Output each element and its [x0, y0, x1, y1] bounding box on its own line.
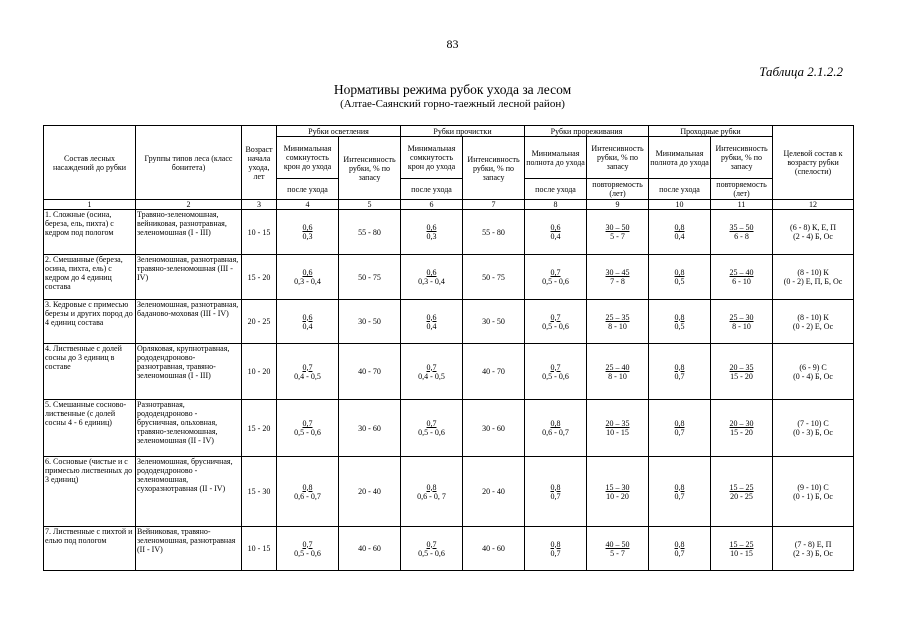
- numerator: 40 – 50: [605, 539, 630, 549]
- cell-age: 15 - 30: [242, 457, 277, 527]
- table-number: Таблица 2.1.2.2: [759, 64, 843, 79]
- col-number: 11: [711, 200, 773, 210]
- cell-intensity-proch: 55 - 80: [463, 210, 525, 255]
- cell-min-fullness-prored: [525, 255, 587, 300]
- cell-age: 10 - 15: [242, 210, 277, 255]
- numerator: 0,6: [426, 312, 437, 322]
- denominator: 0,3: [426, 232, 437, 241]
- numerator: 0,7: [302, 419, 313, 428]
- numerator: 0,7: [550, 362, 561, 372]
- cell-min-fullness-prohod: [649, 344, 711, 400]
- numerator: 0,8: [550, 482, 561, 492]
- cell-age: 15 - 20: [242, 255, 277, 300]
- denominator: 0,7: [550, 491, 561, 501]
- cell-forest-types: Зеленомошная, брусничная, рододендроново - зеленомошная, сухоразнотравная (II - IV): [136, 457, 242, 527]
- cell-min-crown-proch: [401, 400, 463, 457]
- cell-target: [773, 300, 854, 344]
- cell-composition: 7. Лиственные с пихтой и елью под пологом: [44, 527, 136, 571]
- denominator: 0,5: [674, 277, 685, 286]
- cell-min-fullness-prored: [525, 210, 587, 255]
- cell-forest-types: Зеленомошная, разнотравная, баданово-моховая (III - IV): [136, 300, 242, 344]
- numerator: 0,6: [426, 223, 437, 232]
- header-intensity: Интенсивность рубки, % по запасу: [463, 137, 525, 200]
- cell-intensity-proch: 50 - 75: [463, 255, 525, 300]
- header-intensity: Интенсивность рубки, % по запасу: [711, 137, 773, 179]
- target-line: (0 - 1) Б, Ос: [793, 491, 833, 501]
- cell-target: [773, 527, 854, 571]
- table-row: [44, 210, 854, 255]
- cell-min-crown-osv: [277, 210, 339, 255]
- denominator: 0,5 - 0,6: [542, 371, 569, 381]
- cell-min-crown-proch: [401, 255, 463, 300]
- numerator: 0,7: [550, 312, 561, 322]
- cell-min-crown-osv: [277, 457, 339, 527]
- denominator: 0,7: [674, 428, 685, 437]
- col-number: 12: [773, 200, 854, 210]
- table-row: [44, 400, 854, 457]
- numerator: 30 – 50: [605, 223, 630, 232]
- numerator: 0,6: [302, 312, 313, 322]
- denominator: 8 - 10: [608, 371, 627, 381]
- cell-intensity-prored: [587, 344, 649, 400]
- header-min-crown: Минимальная сомкнутость крон до ухода: [277, 137, 339, 179]
- cell-min-fullness-prored: [525, 300, 587, 344]
- numerator: 25 – 30: [729, 312, 754, 322]
- denominator: 0,3 - 0,4: [294, 277, 321, 286]
- cell-min-fullness-prored: [525, 527, 587, 571]
- numerator: 0,8: [674, 268, 685, 277]
- numerator: 20 – 35: [605, 419, 630, 428]
- target-line: (7 - 8) Е, П: [794, 539, 832, 549]
- cell-intensity-prohod: [711, 400, 773, 457]
- cell-min-fullness-prohod: [649, 255, 711, 300]
- cell-intensity-osv: 20 - 40: [339, 457, 401, 527]
- denominator: 8 - 10: [608, 321, 627, 331]
- denominator: 0,7: [550, 548, 561, 558]
- denominator: 6 - 10: [732, 277, 751, 286]
- target-line: (7 - 10) С: [797, 419, 829, 428]
- cell-min-fullness-prored: [525, 457, 587, 527]
- numerator: 25 – 40: [605, 362, 630, 372]
- table-row: [44, 255, 854, 300]
- col-number: 1: [44, 200, 136, 210]
- cell-intensity-prohod: [711, 527, 773, 571]
- target-line: (6 - 8) К, Е, П: [790, 223, 837, 232]
- cell-intensity-prored: [587, 527, 649, 571]
- cell-forest-types: Травяно-зеленомошная, вейниковая, разнотравная, зеленомошная (I - III): [136, 210, 242, 255]
- denominator: 6 - 8: [734, 232, 749, 241]
- cell-min-fullness-prohod: [649, 400, 711, 457]
- denominator: 0,4: [302, 321, 313, 331]
- cell-intensity-proch: 30 - 50: [463, 300, 525, 344]
- denominator: 15 - 20: [730, 428, 753, 437]
- denominator: 0,5 - 0,6: [418, 428, 445, 437]
- numerator: 0,8: [426, 482, 437, 492]
- target-line: (0 - 2) Е, Ос: [792, 321, 834, 331]
- numerator: 0,8: [674, 419, 685, 428]
- cell-intensity-proch: 30 - 60: [463, 400, 525, 457]
- col-number: 9: [587, 200, 649, 210]
- numerator: 0,7: [302, 362, 313, 372]
- denominator: 0,5 - 0,6: [542, 321, 569, 331]
- cell-composition: 1. Сложные (осина, береза, ель, пихта) с кедром под пологом: [44, 210, 136, 255]
- cell-min-crown-proch: [401, 457, 463, 527]
- cell-intensity-osv: 30 - 50: [339, 300, 401, 344]
- numerator: 0,8: [674, 223, 685, 232]
- numerator: 0,7: [302, 539, 313, 549]
- cell-min-crown-osv: [277, 255, 339, 300]
- target-line: (2 - 4) Б, Ос: [793, 232, 833, 241]
- table-row: [44, 344, 854, 400]
- col-number: 3: [242, 200, 277, 210]
- column-numbers-row: [44, 200, 854, 210]
- col-number: 2: [136, 200, 242, 210]
- numerator: 0,8: [674, 482, 685, 492]
- denominator: 0,3 - 0,4: [418, 277, 445, 286]
- numerator: 0,8: [674, 362, 685, 372]
- denominator: 0,7: [674, 371, 685, 381]
- cell-intensity-prored: [587, 210, 649, 255]
- cell-forest-types: Орляковая, крупнотравная, рододендроново-разнотравная, травяно-зеленомошная (I - III): [136, 344, 242, 400]
- cell-age: 10 - 20: [242, 344, 277, 400]
- table-row: [44, 457, 854, 527]
- header-after: после ухода: [277, 179, 339, 200]
- cell-min-crown-osv: [277, 400, 339, 457]
- cell-intensity-prored: [587, 255, 649, 300]
- denominator: 0,4: [426, 321, 437, 331]
- header-after: после ухода: [525, 179, 587, 200]
- denominator: 8 - 10: [732, 321, 751, 331]
- header-min-fullness: Минимальная полнота до ухода: [525, 137, 587, 179]
- numerator: 0,8: [302, 482, 313, 492]
- cell-composition: 5. Смешанные сосново-лиственные (с долей сосны 4 - 6 единиц): [44, 400, 136, 457]
- denominator: 0,7: [674, 491, 685, 501]
- target-line: (9 - 10) С: [797, 482, 829, 492]
- header-group-prohodnye: Проходные рубки: [649, 126, 773, 137]
- cell-intensity-prored: [587, 457, 649, 527]
- target-line: (0 - 2) Е, П, Б, Ос: [783, 277, 843, 286]
- norms-table: [43, 125, 854, 571]
- header-age: Возраст начала ухода, лет: [242, 126, 277, 200]
- numerator: 0,6: [302, 268, 313, 277]
- cell-intensity-prohod: [711, 255, 773, 300]
- cell-intensity-proch: 40 - 70: [463, 344, 525, 400]
- denominator: 0,6 - 0,7: [542, 428, 569, 437]
- col-number: 6: [401, 200, 463, 210]
- denominator: 0,5 - 0,6: [294, 428, 321, 437]
- cell-intensity-prored: [587, 400, 649, 457]
- cell-age: 10 - 15: [242, 527, 277, 571]
- cell-min-fullness-prored: [525, 400, 587, 457]
- cell-intensity-prohod: [711, 300, 773, 344]
- numerator: 25 – 35: [605, 312, 630, 322]
- header-group-prochistka: Рубки прочистки: [401, 126, 525, 137]
- page-number: 83: [446, 37, 459, 51]
- header-repeat: повторяемость (лет): [711, 179, 773, 200]
- header-group-osvetlenie: Рубки осветления: [277, 126, 401, 137]
- cell-intensity-prohod: [711, 344, 773, 400]
- denominator: 7 - 8: [610, 277, 625, 286]
- denominator: 10 - 15: [730, 548, 753, 558]
- header-after: после ухода: [401, 179, 463, 200]
- header-row-groups: [44, 126, 854, 137]
- denominator: 10 - 20: [606, 491, 629, 501]
- col-number: 4: [277, 200, 339, 210]
- cell-intensity-osv: 55 - 80: [339, 210, 401, 255]
- cell-intensity-proch: 40 - 60: [463, 527, 525, 571]
- cell-composition: 6. Сосновые (чистые и с примесью лиственных до 3 единиц): [44, 457, 136, 527]
- header-intensity: Интенсивность рубки, % по запасу: [339, 137, 401, 200]
- cell-target: [773, 210, 854, 255]
- cell-intensity-osv: 50 - 75: [339, 255, 401, 300]
- numerator: 0,6: [426, 268, 437, 277]
- cell-target: [773, 457, 854, 527]
- denominator: 5 - 7: [610, 548, 625, 558]
- numerator: 15 – 25: [729, 539, 754, 549]
- numerator: 0,6: [550, 223, 561, 232]
- numerator: 35 – 50: [729, 223, 754, 232]
- denominator: 0,4 - 0,5: [418, 371, 445, 381]
- numerator: 25 – 40: [729, 268, 754, 277]
- denominator: 5 - 7: [610, 232, 625, 241]
- cell-min-crown-osv: [277, 344, 339, 400]
- cell-min-fullness-prohod: [649, 300, 711, 344]
- numerator: 15 – 25: [729, 482, 754, 492]
- denominator: 0,4: [550, 232, 561, 241]
- denominator: 0,5 - 0,6: [418, 548, 445, 558]
- cell-composition: 3. Кедровые с примесью березы и других пород до 4 единиц состава: [44, 300, 136, 344]
- cell-min-crown-proch: [401, 527, 463, 571]
- denominator: 20 - 25: [730, 491, 753, 501]
- target-line: (6 - 9) С: [799, 362, 827, 372]
- denominator: 0,5: [674, 321, 685, 331]
- cell-min-crown-proch: [401, 210, 463, 255]
- cell-intensity-osv: 40 - 60: [339, 527, 401, 571]
- cell-min-fullness-prohod: [649, 457, 711, 527]
- table-subtitle: (Алтае-Саянский горно-таежный лесной район): [340, 98, 565, 110]
- denominator: 10 - 15: [606, 428, 629, 437]
- header-intensity: Интенсивность рубки, % по запасу: [587, 137, 649, 179]
- numerator: 0,7: [426, 419, 437, 428]
- table-row: [44, 300, 854, 344]
- denominator: 0,3: [302, 232, 313, 241]
- numerator: 0,8: [550, 419, 561, 428]
- denominator: 0,6 - 0,7: [294, 491, 321, 501]
- numerator: 0,6: [302, 223, 313, 232]
- cell-min-crown-osv: [277, 300, 339, 344]
- target-line: (2 - 3) Б, Ос: [793, 548, 833, 558]
- header-composition: Состав лесных насаждений до рубки: [44, 126, 136, 200]
- cell-forest-types: Вейниковая, травяно-зеленомошная, разнотравная (II - IV): [136, 527, 242, 571]
- denominator: 0,5 - 0,6: [542, 277, 569, 286]
- denominator: 0,6 - 0, 7: [417, 491, 446, 501]
- target-line: (8 - 10) К: [797, 312, 829, 322]
- cell-forest-types: Разнотравная, рододендроново - брусничная, ольховная, травяно-зеленомошная, зеленомошная (II - IV): [136, 400, 242, 457]
- cell-composition: 2. Смешанные (береза, осина, пихта, ель) с кедром до 4 единиц состава: [44, 255, 136, 300]
- cell-age: 15 - 20: [242, 400, 277, 457]
- target-line: (8 - 10) К: [797, 268, 829, 277]
- cell-target: [773, 255, 854, 300]
- denominator: 0,4: [674, 232, 685, 241]
- numerator: 0,8: [674, 312, 685, 322]
- cell-forest-types: Зеленомошная, разнотравная, травяно-зеленомошная (III - IV): [136, 255, 242, 300]
- cell-intensity-osv: 40 - 70: [339, 344, 401, 400]
- header-after: после ухода: [649, 179, 711, 200]
- table-title: Нормативы режима рубок ухода за лесом: [333, 82, 572, 97]
- cell-target: [773, 400, 854, 457]
- numerator: 15 – 30: [605, 482, 630, 492]
- cell-min-crown-proch: [401, 344, 463, 400]
- cell-age: 20 - 25: [242, 300, 277, 344]
- cell-composition: 4. Лиственные с долей сосны до 3 единиц в составе: [44, 344, 136, 400]
- col-number: 7: [463, 200, 525, 210]
- cell-min-fullness-prored: [525, 344, 587, 400]
- denominator: 0,7: [674, 548, 685, 558]
- target-line: (0 - 3) Б, Ос: [793, 428, 833, 437]
- numerator: 0,8: [674, 539, 685, 549]
- cell-intensity-prored: [587, 300, 649, 344]
- numerator: 20 – 30: [729, 419, 754, 428]
- col-number: 8: [525, 200, 587, 210]
- numerator: 0,7: [426, 539, 437, 549]
- cell-target: [773, 344, 854, 400]
- denominator: 15 - 20: [730, 371, 753, 381]
- header-repeat: повторяемость (лет): [587, 179, 649, 200]
- numerator: 0,7: [550, 268, 561, 277]
- target-line: (0 - 4) Б, Ос: [793, 371, 833, 381]
- header-group-prorezhivanie: Рубки прореживания: [525, 126, 649, 137]
- cell-min-crown-osv: [277, 527, 339, 571]
- numerator: 20 – 35: [729, 362, 754, 372]
- col-number: 5: [339, 200, 401, 210]
- header-min-fullness: Минимальная полнота до ухода: [649, 137, 711, 179]
- numerator: 30 – 45: [605, 268, 630, 277]
- denominator: 0,4 - 0,5: [294, 371, 321, 381]
- header-target: Целевой состав к возрасту рубки (спелости): [773, 126, 854, 200]
- cell-min-crown-proch: [401, 300, 463, 344]
- numerator: 0,8: [550, 539, 561, 549]
- cell-intensity-osv: 30 - 60: [339, 400, 401, 457]
- cell-min-fullness-prohod: [649, 210, 711, 255]
- col-number: 10: [649, 200, 711, 210]
- header-forest-types: Группы типов леса (класс бонитета): [136, 126, 242, 200]
- header-min-crown: Минимальная сомкнутость крон до ухода: [401, 137, 463, 179]
- numerator: 0,7: [426, 362, 437, 372]
- cell-intensity-proch: 20 - 40: [463, 457, 525, 527]
- cell-intensity-prohod: [711, 457, 773, 527]
- denominator: 0,5 - 0,6: [294, 548, 321, 558]
- cell-intensity-prohod: [711, 210, 773, 255]
- cell-min-fullness-prohod: [649, 527, 711, 571]
- table-row: [44, 527, 854, 571]
